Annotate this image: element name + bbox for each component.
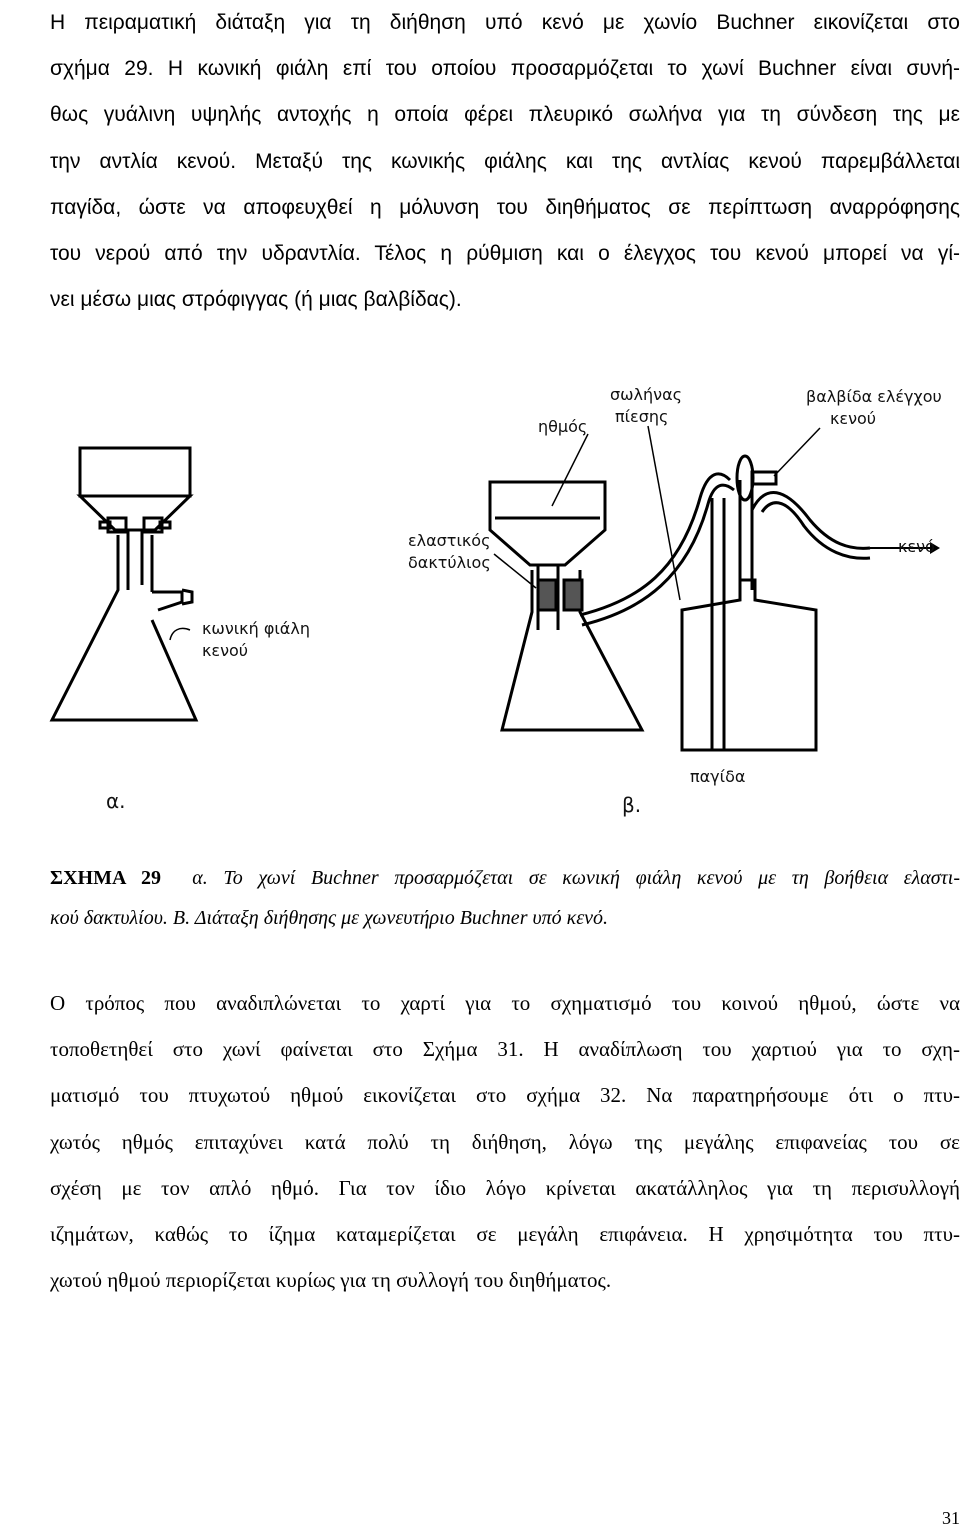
body-paragraph [50,980,960,1303]
valve-label-2: κενού [830,409,877,428]
caption-line-1: α. Το χωνί Buchner προσαρμόζεται σε κωνική φιάλη κενού με τη βοήθεια ελαστι- [192,867,960,889]
rubber-ring-label-1: ελαστικός [408,531,491,550]
text-line: σχήμα 29. Η κωνική φιάλη επί του οποίου προσαρμόζεται το χωνί Buchner είναι συνή- [50,57,960,81]
stopper-right-b [564,580,582,610]
vacuum-line [752,493,870,549]
ring-tab-right-a [160,522,170,528]
funnel-top-a [80,448,190,496]
pressure-tube-b [580,474,730,615]
text-line: Η πειραματική διάταξη για τη διήθηση υπό κενό με χωνίο Buchner εικονίζεται στο [50,11,960,34]
funnel-b [490,482,605,565]
flask-label-a-2: κενού [202,641,249,660]
flask-body-a [52,535,196,720]
panel-label-a: α. [106,789,126,813]
vacuum-line-2 [762,503,870,559]
trap-label: παγίδα [690,767,746,786]
text-line: ματισμό του πτυχωτού ηθμού εικονίζεται στο σχήμα 32. Να παρατηρήσουμε ότι ο πτυ- [50,1083,960,1108]
buchner-flask-a [52,448,196,720]
funnel-cone-a [80,496,190,530]
pressure-tube-label-2: πίεσης [615,407,669,426]
flask-label-a-1: κωνική φιάλη [202,619,310,638]
filter-paper-label: ηθμός [538,417,588,436]
text-line: Ο τρόπος που αναδιπλώνεται το χαρτί για το σχηματισμό του κοινού ηθμού, ώστε να [50,991,960,1015]
caption-line-2: κού δακτυλίου. Β. Διάταξη διήθησης με χωνευτήριο Buchner υπό κενό. [50,907,609,929]
text-line: θως γυάλινη υψηλής αντοχής η οποία φέρει πλευρικό σωλήνα για τη σύνδεση της με [50,103,960,127]
valve-handle [752,472,776,484]
text-line: του νερού από την υδραντλία. Τέλος η ρύθμιση και ο έλεγχος του κενού μπορεί να γί- [50,242,960,266]
buchner-setup-b [490,456,870,750]
text-line: την αντλία κενού. Μεταξύ της κωνικής φιάλης και της αντλίας κενού παρεμβάλλεται [50,149,960,173]
page-number: 31 [942,1508,960,1528]
intro-paragraph [50,0,960,323]
caption-lead: ΣΧΗΜΑ 29 [50,867,161,889]
stopper-left-b [538,580,556,610]
rubber-ring-label-2: δακτύλιος [408,553,491,572]
ring-tab-left-a [100,522,110,528]
text-line: χωτού ηθμού περιορίζεται κυρίως για τη συλλογή του διηθήματος. [50,1268,612,1293]
apparatus-diagram [40,330,960,850]
text-line: παγίδα, ώστε να αποφευχθεί η μόλυνση του διηθήματος σε περίπτωση αναρρόφησης [50,195,960,219]
text-line: τοποθετηθεί στο χωνί φαίνεται στο Σχήμα 31. Η αναδίπλωση του χαρτιού για το σχη- [50,1037,960,1062]
text-line: χωτός ηθμός επιταχύνει κατά πολύ τη διήθηση, λόγω της μεγάλης επιφανείας του σε [50,1129,960,1154]
text-line: σχέση με τον απλό ηθμό. Για τον ίδιο λόγο κρίνεται ακατάλληλος για τη περισυλλογή [50,1175,960,1200]
trap-bottle [682,580,816,750]
panel-label-b: β. [622,793,642,817]
caption-line [50,858,960,898]
pressure-tube-label-1: σωλήνας [610,385,683,404]
text-line: νει μέσω μιας στρόφιγγας (ή μιας βαλβίδας). [50,288,462,312]
figure-29 [40,330,960,850]
figure-caption [50,858,960,938]
valve-label-1: βαλβίδα ελέγχου [806,387,942,406]
vacuum-label: κενό [898,537,935,556]
text-line: ιζημάτων, καθώς το ίζημα καταμερίζεται σε μεγάλη επιφάνεια. Η χρησιμότητα του πτυ- [50,1222,960,1247]
side-arm-a [152,592,182,610]
